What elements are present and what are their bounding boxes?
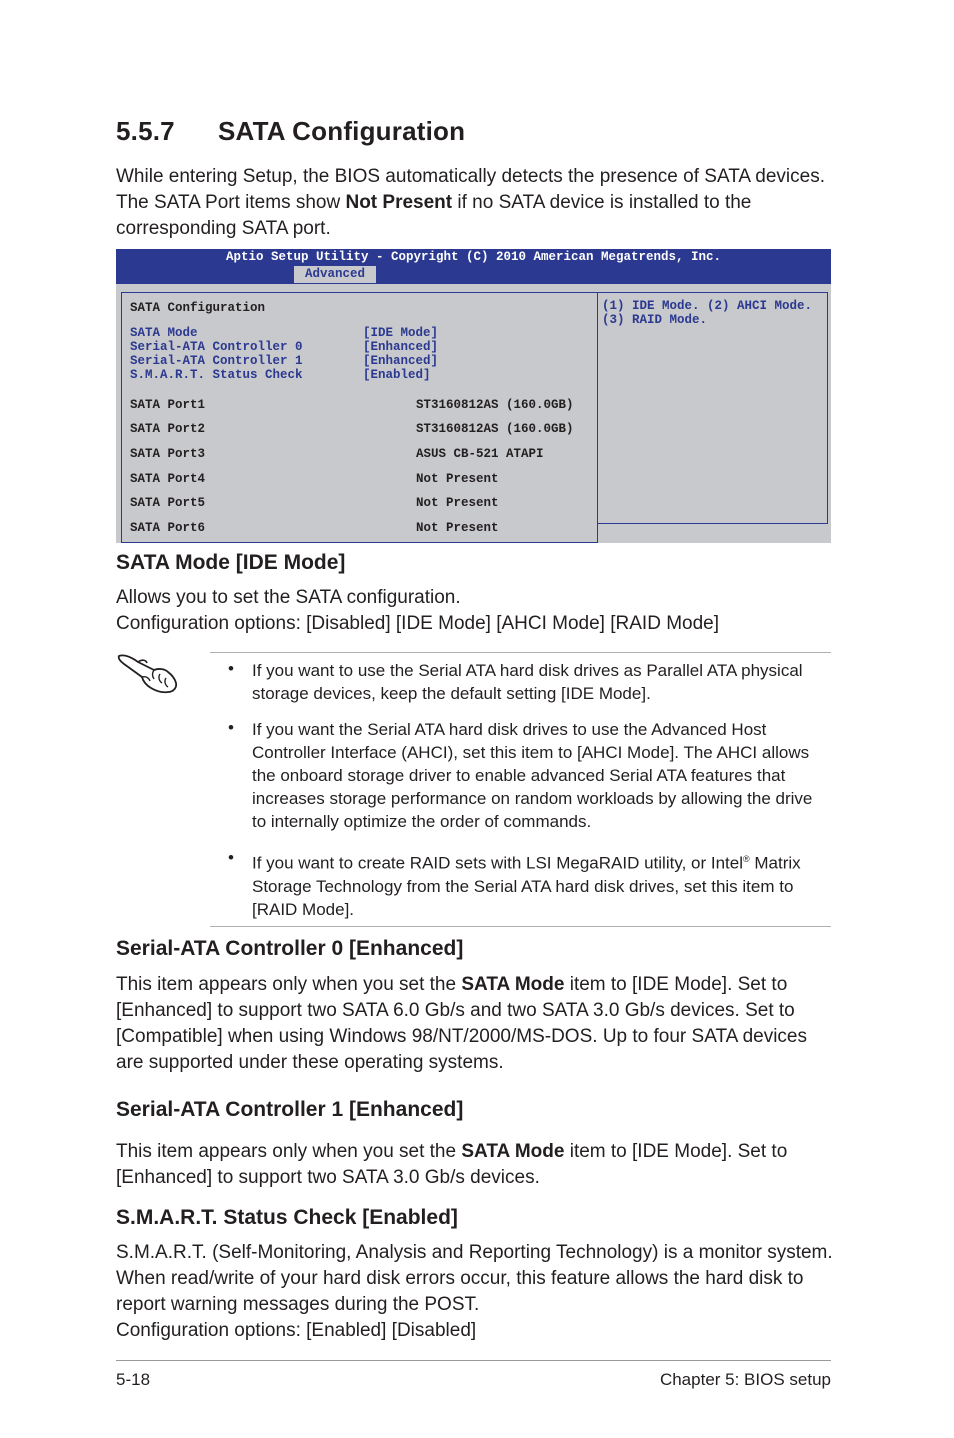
bullet: • bbox=[228, 718, 234, 737]
intro-text: While entering Setup, the BIOS automatically detects the presence of SATA devices. The SATA Port items show bbox=[116, 166, 826, 213]
note-item-2: If you want the Serial ATA hard disk drives to use the Advanced Host Controller Interface (AHCI), set this item to [AHCI Mode]. The AHCI allows the onboard storage driver to enable advanced Serial ATA features that increases storage performance on random workloads by allowing the drive to internally optimize the order of commands. bbox=[252, 720, 813, 831]
bios-port-value: Not Present bbox=[416, 496, 499, 510]
bios-tab-advanced[interactable]: Advanced bbox=[294, 266, 376, 283]
note-item-3-text-end: Matrix Storage Technology from the Serial ATA hard disk drives, set this item to [RAID Mode]. bbox=[252, 853, 801, 919]
bios-setting-smart-value[interactable]: [Enabled] bbox=[363, 368, 431, 382]
bios-port-value: ST3160812AS (160.0GB) bbox=[416, 398, 574, 412]
sata-mode-line1: Allows you to set the SATA configuration. bbox=[116, 587, 461, 608]
page-number: 5-18 bbox=[116, 1370, 151, 1389]
bios-screen bbox=[116, 249, 831, 543]
bios-setting-controller0-value[interactable]: [Enhanced] bbox=[363, 340, 439, 354]
bios-setting-sata-mode-value[interactable]: [IDE Mode] bbox=[363, 326, 439, 340]
bios-header bbox=[116, 249, 831, 284]
bullet: • bbox=[228, 848, 234, 867]
bios-port-label: SATA Port3 bbox=[130, 447, 206, 461]
sata-mode-heading: SATA Mode [IDE Mode] bbox=[116, 551, 346, 574]
smart-options: Configuration options: [Enabled] [Disabled] bbox=[116, 1320, 477, 1341]
bios-port-label: SATA Port2 bbox=[130, 422, 206, 436]
bios-port-label: SATA Port5 bbox=[130, 496, 206, 510]
bios-port-value: ST3160812AS (160.0GB) bbox=[416, 422, 574, 436]
section-number: 5.5.7 bbox=[116, 116, 175, 146]
bios-setting-controller1-value[interactable]: [Enhanced] bbox=[363, 354, 439, 368]
note-top-rule bbox=[210, 652, 831, 653]
pointing-hand-icon bbox=[116, 648, 180, 701]
footer-rule bbox=[116, 1360, 831, 1361]
bullet: • bbox=[228, 659, 234, 678]
bios-port-value: Not Present bbox=[416, 521, 499, 535]
controller1-bold: SATA Mode bbox=[461, 1141, 565, 1162]
section-title: SATA Configuration bbox=[218, 116, 466, 146]
bios-setting-controller0[interactable]: Serial-ATA Controller 0 bbox=[130, 340, 303, 354]
bios-title: Aptio Setup Utility - Copyright (C) 2010 American Megatrends, Inc. bbox=[225, 250, 722, 264]
bios-setting-controller1[interactable]: Serial-ATA Controller 1 bbox=[130, 354, 303, 368]
registered-mark: ® bbox=[743, 854, 750, 864]
controller0-bold: SATA Mode bbox=[461, 974, 565, 995]
bios-port-label: SATA Port1 bbox=[130, 398, 206, 412]
controller1-paragraph bbox=[116, 1139, 834, 1191]
bios-heading: SATA Configuration bbox=[130, 301, 266, 315]
bios-port-value: ASUS CB-521 ATAPI bbox=[416, 447, 544, 461]
bios-port-value: Not Present bbox=[416, 472, 499, 486]
controller1-text-end: item to [IDE Mode]. Set to [Enhanced] to support two SATA 3.0 Gb/s devices. bbox=[116, 1141, 788, 1188]
bios-help-line: (1) IDE Mode. (2) AHCI Mode. bbox=[602, 299, 813, 313]
controller0-heading: Serial-ATA Controller 0 [Enhanced] bbox=[116, 937, 464, 960]
smart-paragraph: S.M.A.R.T. (Self-Monitoring, Analysis and Reporting Technology) is a monitor system. When read/write of your hard disk errors occur, this feature allows the hard disk to report warning messages during the POST. bbox=[116, 1242, 833, 1315]
note-bottom-rule bbox=[210, 926, 831, 927]
section-heading bbox=[116, 116, 465, 147]
bios-setting-sata-mode[interactable]: SATA Mode bbox=[130, 326, 198, 340]
chapter-label: Chapter 5: BIOS setup bbox=[659, 1370, 831, 1389]
bios-port-label: SATA Port6 bbox=[130, 521, 206, 535]
note-item-3-text: If you want to create RAID sets with LSI MegaRAID utility, or Intel bbox=[252, 853, 743, 873]
intro-paragraph bbox=[116, 164, 836, 242]
controller1-heading: Serial-ATA Controller 1 [Enhanced] bbox=[116, 1098, 464, 1121]
bios-help-panel bbox=[597, 292, 828, 524]
bios-main-panel bbox=[121, 292, 598, 543]
sata-mode-line2: Configuration options: [Disabled] [IDE Mode] [AHCI Mode] [RAID Mode] bbox=[116, 613, 719, 634]
bios-help-line: (3) RAID Mode. bbox=[602, 313, 708, 327]
note-item-3 bbox=[252, 848, 830, 921]
controller1-text: This item appears only when you set the bbox=[116, 1141, 462, 1162]
smart-heading: S.M.A.R.T. Status Check [Enabled] bbox=[116, 1206, 458, 1229]
note-item-1: If you want to use the Serial ATA hard disk drives as Parallel ATA physical storage devices, keep the default setting [IDE Mode]. bbox=[252, 661, 803, 703]
controller0-text: This item appears only when you set the bbox=[116, 974, 462, 995]
bios-port-label: SATA Port4 bbox=[130, 472, 206, 486]
bios-setting-smart[interactable]: S.M.A.R.T. Status Check bbox=[130, 368, 303, 382]
controller0-text-end: item to [IDE Mode]. Set to [Enhanced] to support two SATA 6.0 Gb/s and two SATA 3.0 Gb/s devices. Set to [Compatible] when using Windows 98/NT/2000/MS-DOS. Up to four SATA devices are supported under these operating systems. bbox=[116, 974, 807, 1073]
intro-bold: Not Present bbox=[345, 192, 453, 213]
intro-text-end: if no SATA device is installed to the corresponding SATA port. bbox=[116, 192, 752, 239]
controller0-paragraph bbox=[116, 972, 834, 1076]
